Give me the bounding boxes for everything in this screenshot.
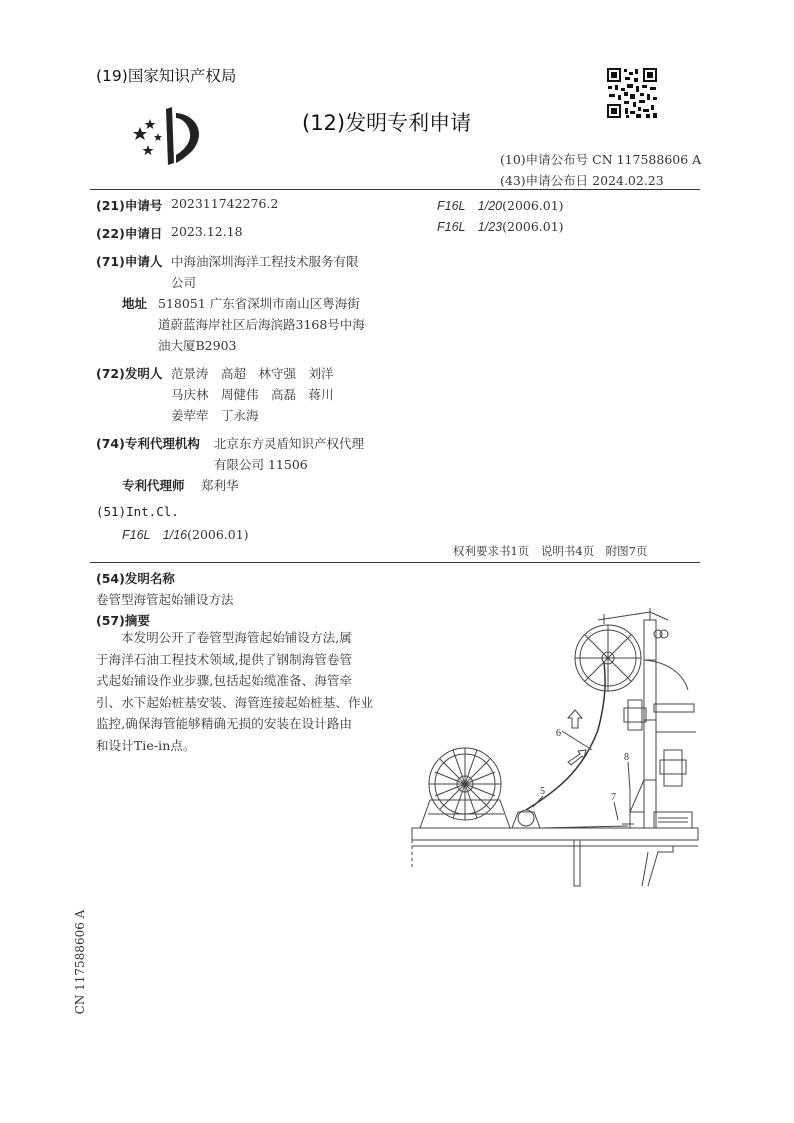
inventors-line: 马庆林 周健伟 高磊 蒋川 bbox=[171, 387, 334, 402]
application-number-label: (21)申请号 bbox=[96, 198, 163, 213]
abstract-body bbox=[96, 627, 396, 756]
ipc-code: F16L 1/16 bbox=[122, 528, 188, 542]
ipc-code: F16L 1/20 bbox=[437, 199, 503, 213]
address-label: 地址 bbox=[122, 296, 148, 311]
agent-name: 郑利华 bbox=[201, 478, 239, 493]
vessel-deck bbox=[412, 828, 698, 840]
top-rule bbox=[90, 189, 700, 190]
inventors-line: 姜荦荦 丁永海 bbox=[171, 408, 259, 423]
agent-label: 专利代理师 bbox=[122, 478, 185, 493]
storage-reel bbox=[420, 748, 510, 828]
agency-line: 有限公司 11506 bbox=[214, 457, 308, 472]
agency-label: (74)专利代理机构 bbox=[96, 436, 200, 451]
address-line: 道蔚蓝海岸社区后海滨路3168号中海 bbox=[158, 317, 365, 332]
figure-label: 7 bbox=[611, 792, 616, 803]
abstract-label: (57)摘要 bbox=[96, 613, 150, 628]
document-type-heading: (12)发明专利申请 bbox=[302, 111, 472, 135]
address-line: 油大厦B2903 bbox=[158, 338, 237, 353]
applicant-line: 公司 bbox=[171, 275, 197, 290]
publication-date: (43)申请公布日 2024.02.23 bbox=[500, 173, 664, 188]
side-publication-number: CN 117588606 A bbox=[73, 909, 87, 1015]
figure-label: 8 bbox=[624, 752, 629, 763]
ipc-version: (2006.01) bbox=[502, 198, 564, 213]
pipe-line bbox=[526, 662, 605, 810]
application-date: 2023.12.18 bbox=[171, 224, 243, 239]
abstract-line: 式起始铺设作业步骤,包括起始缆准备、海管牵 bbox=[96, 673, 353, 688]
ipc-version: (2006.01) bbox=[502, 219, 564, 234]
inventors-label: (72)发明人 bbox=[96, 366, 163, 381]
abstract-line: 监控,确保海管能够精确无损的安装在设计路由 bbox=[96, 716, 353, 731]
applicant-label: (71)申请人 bbox=[96, 254, 163, 269]
authority-heading: (19)国家知识产权局 bbox=[96, 67, 237, 85]
qr-code-icon bbox=[606, 67, 658, 119]
ipc-right-item bbox=[437, 217, 564, 235]
abstract-line: 和设计Tie-in点。 bbox=[96, 737, 196, 753]
address-line: 518051 广东省深圳市南山区粤海街 bbox=[158, 296, 360, 311]
application-number: 202311742276.2 bbox=[171, 196, 279, 211]
abstract-line: 引、水下起始桩基安装、海管连接起始桩基、作业 bbox=[96, 694, 374, 710]
figure-label: 5 bbox=[540, 786, 545, 797]
intcl-label: (51)Int.Cl. bbox=[96, 504, 179, 519]
applicant-line: 中海油深圳海洋工程技术服务有限 bbox=[171, 254, 359, 269]
application-date-label: (22)申请日 bbox=[96, 226, 163, 241]
page-counts: 权利要求书1页 说明书4页 附图7页 bbox=[453, 544, 648, 558]
invention-title: 卷管型海管起始铺设方法 bbox=[96, 592, 234, 607]
abstract-line: 于海洋石油工程技术领域,提供了钢制海管卷管 bbox=[96, 651, 353, 667]
ipc-code: F16L 1/23 bbox=[437, 220, 503, 234]
abstract-line: 本发明公开了卷管型海管起始铺设方法,属 bbox=[121, 630, 352, 645]
lay-tower bbox=[575, 608, 696, 828]
abstract-figure bbox=[408, 600, 708, 890]
agency-line: 北京东方灵盾知识产权代理 bbox=[214, 436, 365, 451]
cnipa-emblem-icon bbox=[130, 105, 208, 167]
publication-number: (10)申请公布号 CN 117588606 A bbox=[500, 152, 702, 167]
figure-label: 6 bbox=[556, 728, 561, 739]
title-label: (54)发明名称 bbox=[96, 571, 175, 586]
ipc-right-item bbox=[437, 196, 564, 214]
inventors-line: 范景涛 高超 林守强 刘洋 bbox=[171, 366, 334, 381]
mid-rule bbox=[90, 562, 700, 563]
ipc-version: (2006.01) bbox=[187, 527, 249, 542]
intcl-main bbox=[122, 525, 249, 543]
